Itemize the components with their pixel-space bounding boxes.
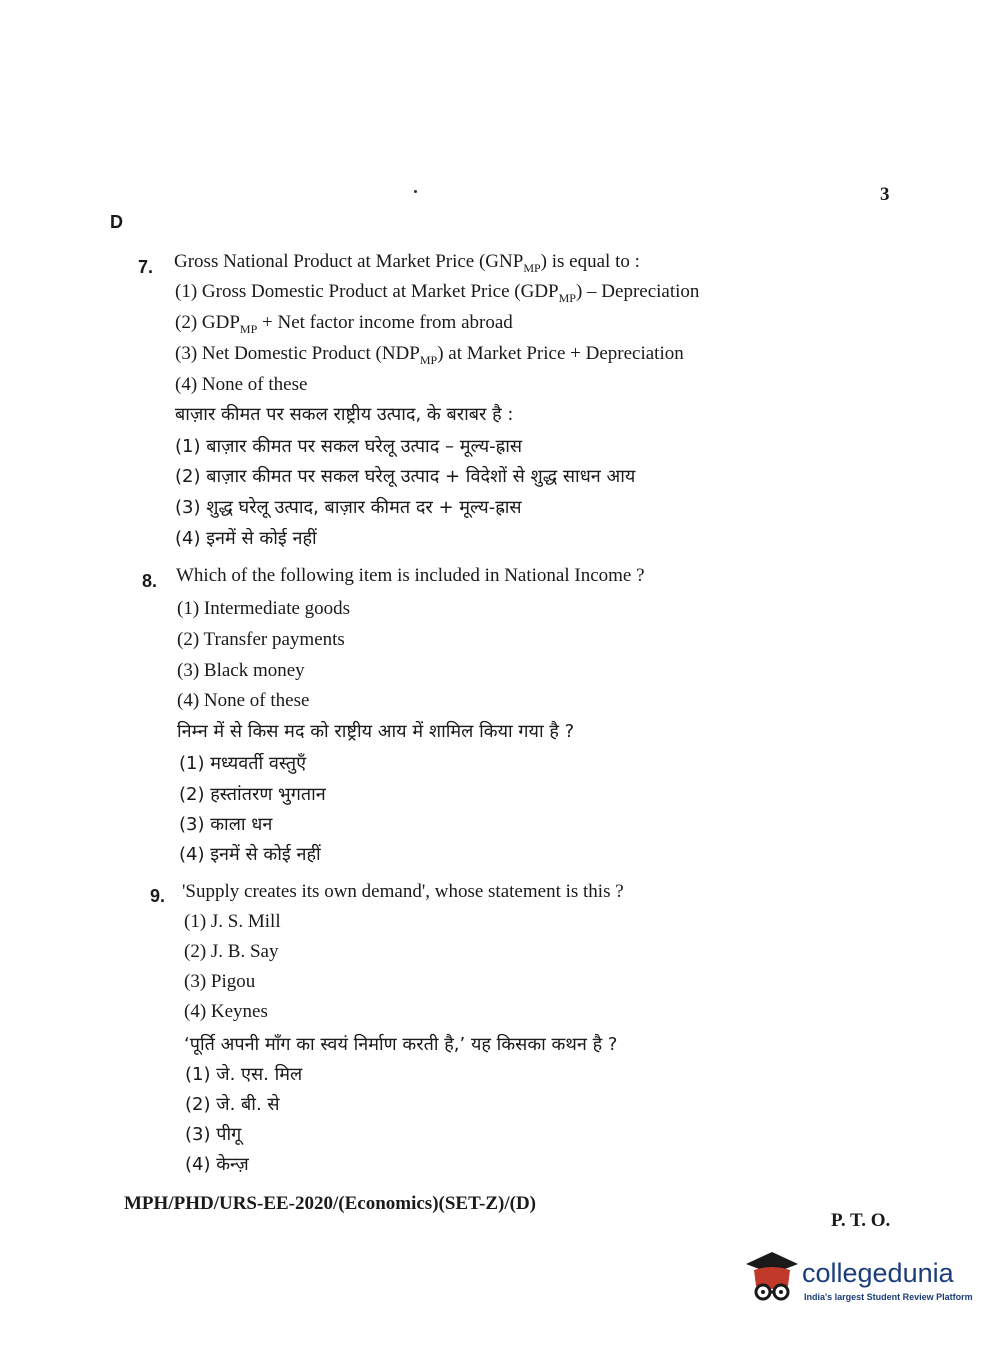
question-8-option-2: (2) Transfer payments <box>177 629 345 650</box>
question-9-option-1: (1) J. S. Mill <box>184 911 281 932</box>
question-7-option-1: (1) Gross Domestic Product at Market Price $(GDP_{MP})$ – Depreciation <box>175 281 700 305</box>
question-9-option-2: (2) J. B. Say <box>184 941 279 962</box>
watermark-brand: collegedunia <box>802 1258 954 1288</box>
question-8-hindi-option-1: (1) मध्यवर्ती वस्तुएँ <box>179 753 307 774</box>
question-8-option-3: (3) Black money <box>177 660 305 681</box>
question-7-hindi-option-2: (2) बाज़ार कीमत पर सकल घरेलू उत्पाद + विदेशों से शुद्ध साधन आय <box>175 466 636 487</box>
question-9-hindi-option-3: (3) पीगू <box>185 1124 242 1145</box>
question-9-hindi-option-4: (4) केन्ज़ <box>185 1154 249 1175</box>
student-mascot-icon <box>742 1250 802 1308</box>
question-7-hindi-option-3: (3) शुद्ध घरेलू उत्पाद, बाज़ार कीमत दर + मूल्य-ह्रास <box>175 497 522 518</box>
question-9-option-4: (4) Keynes <box>184 1001 268 1022</box>
footer-paper-code: MPH/PHD/URS-EE-2020/(Economics)(SET-Z)/(D) <box>124 1193 537 1214</box>
footer-pto: P. T. O. <box>831 1210 891 1231</box>
question-7-option-4: (4) None of these <box>175 374 308 395</box>
question-7-option-3: (3) Net Domestic Product $(NDP_{MP})$ at Market Price + Depreciation <box>175 343 684 367</box>
question-9-option-3: (3) Pigou <box>184 971 256 992</box>
question-9-hindi-text: ‘पूर्ति अपनी माँग का स्वयं निर्माण करती है,’ यह किसका कथन है ? <box>184 1034 618 1055</box>
question-7-option-2: (2) $GDP_{MP}$ + Net factor income from abroad <box>175 312 513 336</box>
question-7-hindi-text: बाज़ार कीमत पर सकल राष्ट्रीय उत्पाद, के बराबर है : <box>175 404 514 425</box>
question-9-text: 'Supply creates its own demand', whose statement is this ? <box>182 881 624 902</box>
question-8-hindi-option-2: (2) हस्तांतरण भुगतान <box>179 784 326 805</box>
watermark-tagline: India's largest Student Review Platform <box>804 1292 973 1302</box>
stray-dot <box>414 190 417 193</box>
page-number: 3 <box>880 184 890 205</box>
question-7-number: 7. <box>138 257 154 277</box>
question-8-option-4: (4) None of these <box>177 690 310 711</box>
question-9-hindi-option-1: (1) जे. एस. मिल <box>185 1064 303 1085</box>
question-7-hindi-option-4: (4) इनमें से कोई नहीं <box>175 528 317 549</box>
question-9-hindi-option-2: (2) जे. बी. से <box>185 1094 280 1115</box>
question-8-text: Which of the following item is included in National Income ? <box>176 565 645 586</box>
question-8-hindi-text: निम्न में से किस मद को राष्ट्रीय आय में शामिल किया गया है ? <box>177 721 575 742</box>
question-8-hindi-option-3: (3) काला धन <box>179 814 273 835</box>
question-8-number: 8. <box>142 571 158 591</box>
set-letter: D <box>110 212 123 232</box>
question-8-option-1: (1) Intermediate goods <box>177 598 351 619</box>
collegedunia-watermark <box>742 1250 972 1310</box>
question-9-number: 9. <box>150 886 166 906</box>
question-7-text: Gross National Product at Market Price $(GNP_{MP})$ is equal to : <box>174 251 640 275</box>
question-7-hindi-option-1: (1) बाज़ार कीमत पर सकल घरेलू उत्पाद – मूल्य-ह्रास <box>175 436 523 457</box>
question-8-hindi-option-4: (4) इनमें से कोई नहीं <box>179 844 321 865</box>
